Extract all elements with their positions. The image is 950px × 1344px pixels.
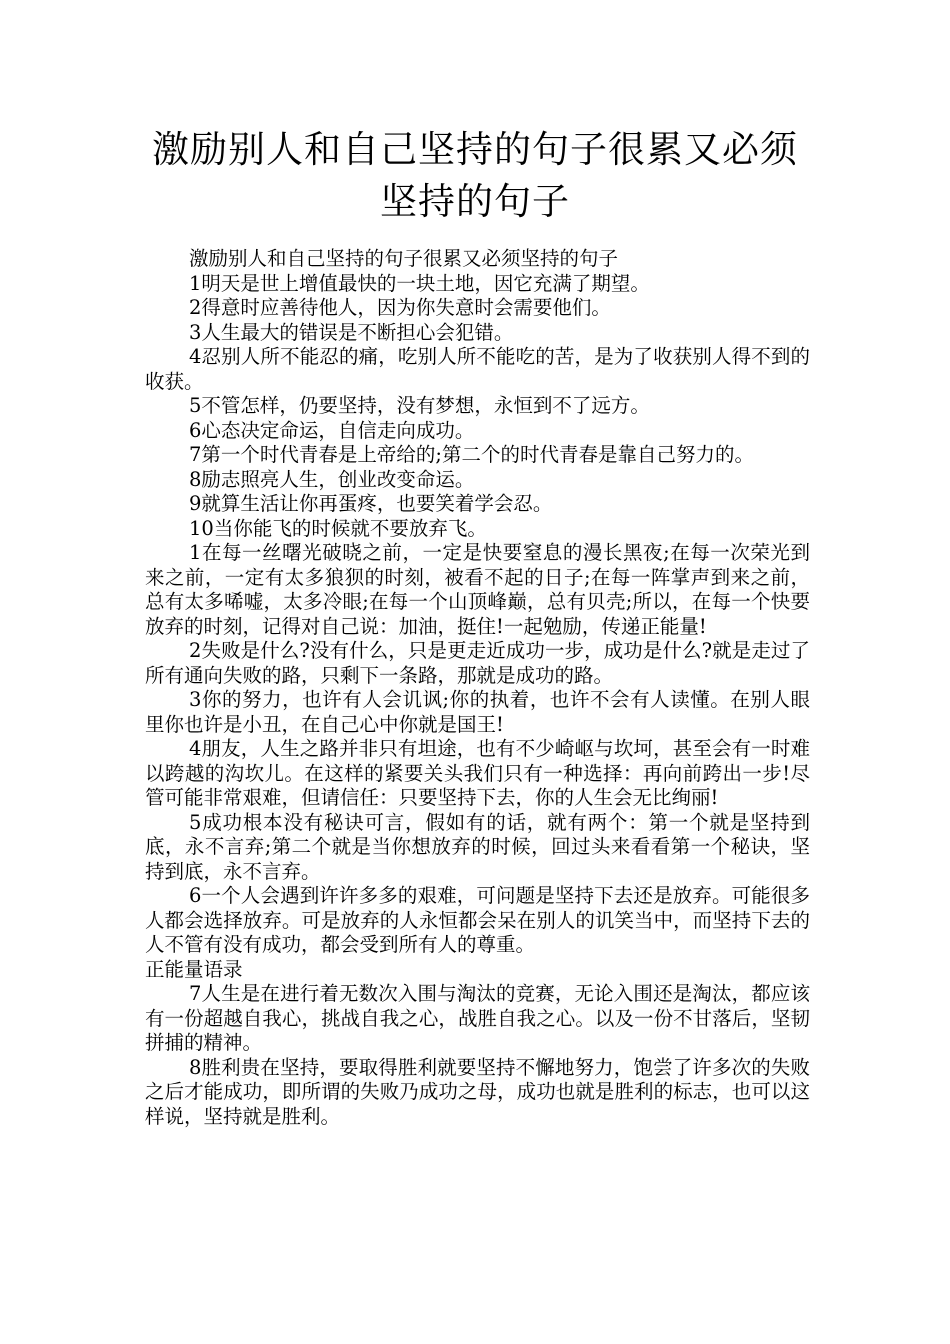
title-line-1: 激励别人和自己坚持的句子很累又必须 xyxy=(152,128,798,171)
quote-paragraph: 5不管怎样，仍要坚持，没有梦想，永恒到不了远方。 xyxy=(189,394,650,417)
quote-paragraph: 2失败是什么?没有什么，只是更走近成功一步，成功是什么?就是走过了所有通向失败的路，只剩下一条路，那就是成功的路。 xyxy=(145,639,810,687)
quote-paragraph: 5成功根本没有秘诀可言，假如有的话，就有两个：第一个就是坚持到底，永不言弃;第二个就是当你想放弃的时候，回过头来看看第一个秘诀，坚持到底，永不言弃。 xyxy=(145,810,810,883)
quote-paragraph: 4朋友，人生之路并非只有坦途，也有不少崎岖与坎坷，甚至会有一时难以跨越的沟坎儿。在这样的紧要关头我们只有一种选择：再向前跨出一步!尽管可能非常艰难，但请信任：只要坚持下去，你的人生会无比绚丽! xyxy=(145,737,810,809)
quote-paragraph: 7人生是在进行着无数次入围与淘汰的竞赛，无论入围还是淘汰，都应该有一份超越自我心，挑战自我之心，战胜自我之心。以及一份不甘落后，坚韧拼捕的精神。 xyxy=(145,982,810,1054)
quote-paragraph: 6心态决定命运，自信走向成功。 xyxy=(189,418,475,442)
quote-paragraph: 8励志照亮人生，创业改变命运。 xyxy=(189,467,475,491)
quote-paragraph: 4忍别人所不能忍的痛，吃别人所不能吃的苦，是为了收获别人得不到的收获。 xyxy=(145,345,810,393)
quote-paragraph: 6一个人会遇到许许多多的艰难，可问题是坚持下去还是放弃。可能很多人都会选择放弃。可是放弃的人永恒都会呆在别人的讥笑当中，而坚持下去的人不管有没有成功，都会受到所有人的尊重。 xyxy=(145,884,810,956)
quote-paragraph: 3人生最大的错误是不断担心会犯错。 xyxy=(189,320,514,344)
quote-paragraph: 8胜利贵在坚持，要取得胜利就要坚持不懈地努力，饱尝了许多次的失败之后才能成功，即所谓的失败乃成功之母，成功也就是胜利的标志，也可以这样说，坚持就是胜利。 xyxy=(145,1055,810,1128)
quote-paragraph: 3你的努力，也许有人会讥讽;你的执着，也许不会有人读懂。在别人眼里你也许是小丑，在自己心中你就是国王! xyxy=(145,688,810,736)
title-line-2: 坚持的句子 xyxy=(380,180,570,223)
document-title xyxy=(100,124,850,228)
quote-paragraph: 9就算生活让你再蛋疼，也要笑着学会忍。 xyxy=(189,492,553,515)
section-heading: 正能量语录 xyxy=(145,957,243,981)
quote-paragraph: 7第一个时代青春是上帝给的;第二个的时代青春是靠自己努力的。 xyxy=(189,443,754,466)
quote-paragraph: 10当你能飞的时候就不要放弃飞。 xyxy=(189,516,487,540)
intro-paragraph: 激励别人和自己坚持的句子很累又必须坚持的句子 xyxy=(189,247,619,270)
document-body xyxy=(145,247,810,1129)
quote-paragraph: 2得意时应善待他人，因为你失意时会需要他们。 xyxy=(189,296,611,319)
quote-paragraph: 1明天是世上增值最快的一块土地，因它充满了期望。 xyxy=(189,271,650,295)
quote-paragraph: 1在每一丝曙光破晓之前，一定是快要窒息的漫长黑夜;在每一次荣光到来之前，一定有太多狼狈的时刻，被看不起的日子;在每一阵掌声到来之前，总有太多唏嘘，太多冷眼;在每一个山顶峰巅，总有贝壳;所以，在每一个快要放弃的时刻，记得对自己说：加油，挺住!一起勉励，传递正能量! xyxy=(145,541,810,638)
